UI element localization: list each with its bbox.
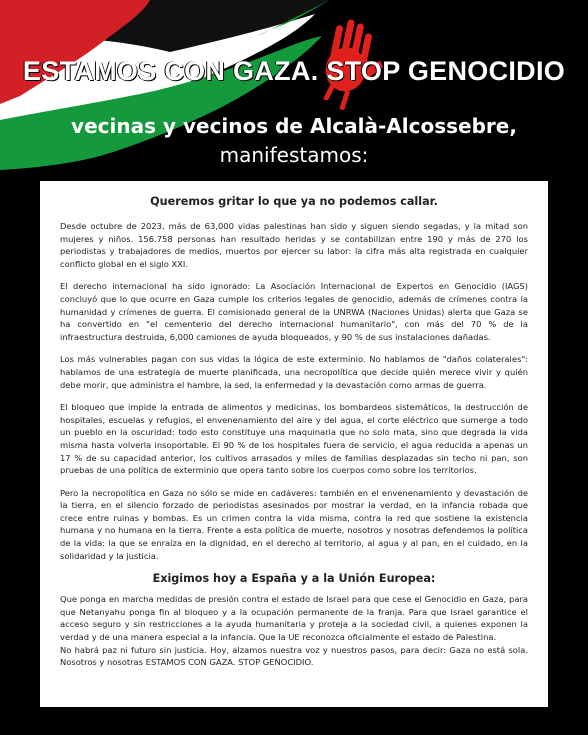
paragraph-figures: Desde octubre de 2023, más de 63,000 vidas palestinas han sido y siguen siendo segadas, y la mitad son mujeres y niños. 156.758 personas han resultado heridas y se contabilizan entre 190 y más de 270 los periodistas y trabajadores de medios, muertos por ejercer su labor: la cifra más alta registrada en cualquier conflicto global en el siglo XXI. [60, 221, 528, 269]
demands-title: Exigimos hoy a España y a la Unión Europea: [152, 572, 436, 586]
paragraph-international-law: El derecho internacional ha sido ignorado: La Asociación Internacional de Expertos en Genocidio (IAGS) concluyó que lo que ocurre en Gaza cumple los criterios legales de genocidio, además de crímenes contra la humanidad y crímenes de guerra. El comisionado general de la UNRWA (Naciones Unidas) alerta que Gaza se ha convertido en "el cementerio del derecho internacional humanitario", con más del 70 % de la infraestructura destruida, 6,000 camiones de ayuda bloqueados, y 90 % de sus instalaciones dañadas. [60, 281, 528, 342]
palestine-flag-graphic [0, 0, 588, 200]
subtitle-manifest: manifestamos: [219, 143, 369, 167]
manifesto-document [40, 181, 548, 707]
paragraph-necropolitics: Pero la necropolítica en Gaza no sólo se mide en cadáveres: también en el envenenamiento y devastación de la tierra, en el silencio forzado de periodistas asesinados por mostrar la verdad, en la infancia robada que crece entre ruinas y bombas. Es un crimen contra la vida misma, contra la red que sostiene la existencia humana y no humana en la tierra. Frente a esta política de muerte, nosotros y nosotras defendemos la política de la vida: la que se enraíza en la dignidad, en el derecho al territorio, al agua y al pan, en el cuidado, en la solidaridad y la justicia. [60, 487, 528, 561]
paragraph-vulnerable: Los más vulnerables pagan con sus vidas la lógica de este exterminio. No hablamos de "daños colaterales": hablamos de una estrategia de muerte planificada, una necropolítica que decide quién merece vivir y quién debe morir, que administra el hambre, la sed, la enfermedad y la devastación como armas de guerra. [60, 354, 528, 390]
headline: ESTAMOS CON GAZA. STOP GENOCIDIO [22, 56, 566, 86]
subtitle-neighbors: vecinas y vecinos de Alcalà-Alcossebre, [71, 114, 517, 138]
closing-text: No habrá paz ni futuro sin justicia. Hoy, alzamos nuestra voz y nuestros pasos, para decir: Gaza no está sola. Nosotros y nosotras ESTAMOS CON GAZA. STOP GENOCIDIO. [60, 644, 528, 668]
paragraph-blockade: El bloqueo que impide la entrada de alimentos y medicinas, los bombardeos sistemáticos, la destrucción de hospitales, escuelas y refugios, el envenenamiento del aire y del agua, el corte eléctrico que sumerge a todo un pueblo en la oscuridad: todo esto constituye una maquinaria que no solo mata, sino que degrada la vida misma hasta volverla insoportable. El 90 % de los hospitales fuera de servicio, el agua reducida a apenas un 17 % de su capacidad anterior, los cultivos arrasados y miles de familias desplazadas sin techo ni pan, son pruebas de una política de exterminio que opera tanto sobre los cuerpos como sobre los territorios. [60, 402, 528, 476]
demands-text: Que ponga en marcha medidas de presión contra el estado de Israel para que cese el Genocidio en Gaza, para que Netanyahu ponga fin al bloqueo y a la ocupación permanente de la franja. Para que Israel garantice el acceso seguro y sin restricciones a la ayuda humanitaria y proteja a la sociedad civil, a quienes exponen la verdad y de una manera especial a la infancia. Que la UE reconozca oficialmente el estado de Palestina. [60, 594, 528, 643]
document-title: Queremos gritar lo que ya no podemos callar. [150, 195, 438, 208]
